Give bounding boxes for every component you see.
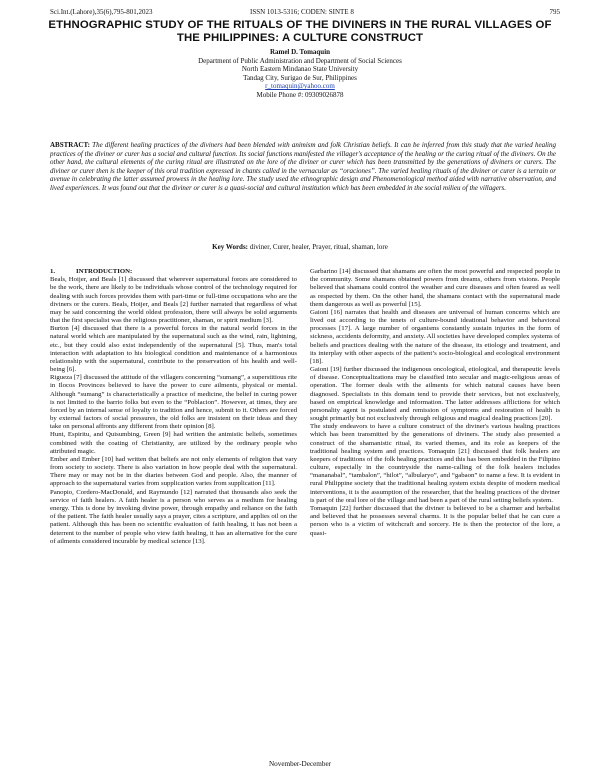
- paragraph: Gaioni [19] further discussed the indigenous oncological, etiological, and therapeutic levels of disease. Conceptualizations may be classified into secular and magic-religious areas of operation. The former deals with the ailments for which natural causes have been diagnosed. Specialists in this domain tend to provide their services, but not exclusively, based on empirical knowledge and information. The latter addresses afflictions for which personality agent is postulated and remission of symptoms and restoration of health is sought primarily but not exclusively through religious and magical dealing practices [20].: [310, 366, 560, 423]
- left-column: [50, 268, 297, 546]
- section-number: 1.: [50, 268, 56, 275]
- author-phone: Mobile Phone #: 09309026878: [256, 90, 344, 99]
- keywords-text: diviner, Curer, healer, Prayer, ritual, shaman, lore: [249, 243, 388, 251]
- abstract: [50, 141, 556, 193]
- paragraph: Panopio, Cordero-MacDonald, and Raymundo [12] narrated that thousands also seek the service of faith healers. A faith healer is a person who serves as a medium for healing energy. This is done by invoking divine power, through empathy and reliance on the faith of the patient. The faith healer usually says a prayer, cites a scripture, and applies oil on the patient. Although this has been no scientific evaluation of faith healing, it has not been a deterrent to the number of people who view faith healing, it has an alternative for the cure of ailments considered incurable by medical science [13].: [50, 488, 297, 545]
- abstract-label: ABSTRACT:: [50, 141, 90, 149]
- running-header-citation: Sci.Int.(Lahore),35(6),795-801,2023: [50, 8, 153, 16]
- keywords: [0, 243, 600, 252]
- author-block: [0, 48, 600, 100]
- paragraph: Garbarino [14] discussed that shamans are often the most powerful and respected people in the community. Some shamans obtained powers from dreams, others from visions. People believed that shamans could control the weather and cure diseases and often feared as well as respected by them. On the other hand, the shamans contact with the supernatural made them dangerous as well as powerful [15].: [310, 268, 560, 308]
- paragraph: Gaioni [16] narrates that health and diseases are universal of human concerns which are lived out according to the tenets of culture-bound ideational behavior and behavioral processes [17]. A large number of organisms constantly sustain injuries in the form of sickness, accidents deformity, and anxiety. All societies have developed complex systems of beliefs and practices dealing with the nature of the disease, its etiology and treatment, and its interplay with other aspects of the patient’s socio-biological and ecological environment [18].: [310, 308, 560, 365]
- author-city: Tandag City, Surigao de Sur, Philippines: [243, 73, 357, 82]
- author-name: Ramel D. Tomaquin: [269, 48, 331, 56]
- author-university: North Eastern Mindanao State University: [241, 65, 359, 74]
- paragraph: Rigueza [7] discussed the attitude of the villagers concerning “sumang”, a superstitious rite in Ilocos Provinces believed to have the power to cure ailments, physical or mental. Although “sumang” is characteristically a practice of medicine, the belief in curing power is not limited to the barrio folks but even to the “Poblacion”. However, at times, they are forced by an internal sense of loyalty to tradition and hence, submit to it. Others are forced by external factors of social pressures, the old folks are insistent on their ideas and they take on personal affronts any different from their opinion [8].: [50, 374, 297, 431]
- section-title: INTRODUCTION:: [76, 268, 133, 275]
- page-number: 795: [549, 8, 560, 16]
- section-heading: [50, 268, 297, 276]
- keywords-label: Key Words:: [212, 243, 249, 251]
- paper-title: ETHNOGRAPHIC STUDY OF THE RITUALS OF THE DIVINERS IN THE RURAL VILLAGES OF THE PHILIPPINES: A CULTURE CONSTRUCT: [48, 19, 552, 44]
- running-header-issn: ISSN 1013-5316; CODEN: SINTE 8: [250, 8, 354, 16]
- paragraph: Burton [4] discussed that there is a powerful forces in the natural world forces in the natural world which are manipulated by the supernatural such as the wind, rain, lightning, etc., but they could also exist independently of the supernatural [5]. Thus, man's total interaction with adaptation to his biological condition and maintenance of a harmonious relationship with the supernatural, contribute to the preservation of his health and well-being [6].: [50, 325, 297, 374]
- paragraph: The study endeavors to have a culture construct of the diviner's various healing practices which has been transmitted by the generations of diviners. The study also presented a construct of the shamanistic ritual, its varied themes, and its role as keepers of the traditional healing system and practices. Tomaquin [21] discussed that folk healers are keepers of traditions of the folk healing practices and this has been embedded in the Filipino culture, especially in the countryside the name-calling of the folk healers includes “mananabal”, “tambalon”, “hilot”, “albularyo”, and “gabaon” to name a few. It is evident in rural Philippine society that the traditional healing system exists despite of modern medical interventions, it is the assumption of the researcher, that the healing practices of the diviner is part of the oral lore of the village and had been a part of the rural setting beliefs system.: [310, 423, 560, 504]
- paragraph: Tomaquin [22] further discussed that the diviner is believed to be a charmer and herbalist and believed that he possesses several charms. It is the popular belief that he can cure a person who is a victim of witchcraft and sorcery. He is then the protector of the lore, a quasi-: [310, 504, 560, 537]
- right-column: [310, 268, 560, 538]
- paragraph: Hunt, Espiritu, and Quisumbing, Green [9] had written the animistic beliefs, sometimes combined with the coating of Christianity, are utilized by the ordinary people who attributed magic.: [50, 431, 297, 455]
- paragraph: Ember and Ember [10] had written that beliefs are not only elements of religion that vary from society to society. There is also variation in how people deal with the supernatural. There may or may not be in the diaries between God and people. Also, the manner of approach to the supernatural varies from supplication varies from supplication [11].: [50, 455, 297, 488]
- abstract-text: The different healing practices of the diviners had been blended with animism and folk Christian beliefs. It can be inferred from this study that the varied healing practices of the diviner or curer has a social and cultural function. Its social functions manifested the villager's acceptance of the healing or the curing ritual of the diviners. On the other hand, the cultural elements of the curing ritual are illustrated on the lore of the diviner or curer which has been transmitted by the generations of diviners or curers. The diviner or curer then is the keeper of this oral tradition expressed in chants called in the vernacular as “oraciones”. The varied healing rituals of the diviner or curer is a terrain or avenue in celebrating the latter assumed prowess in the healing lore. The study used the ethnographic design and Phenomenological method aided with narrative observation, and lived experiences. It was found out that the diviner or curer is a quasi-social and cultural institution which has been embedded in the social milieu of the villagers.: [50, 141, 556, 192]
- page-footer: November-December: [268, 760, 332, 768]
- paragraph: Beals, Hoijer, and Beals [1] discussed that wherever supernatural forces are considered to be the work, there are likely to be individuals whose control of the technology required for dealing with such forces provides them with part-time or full-time occupations who are the diviners or the curers. Beals, Hoijer, and Beals [2] further narrated that regardless of what may be said concerning the world oldest profession, there will always be solid arguments that the first specialist was the religious practitioner, shaman, or spirit medium [3].: [50, 276, 297, 325]
- author-email-link[interactable]: r_tomaquin@yahoo.com: [265, 82, 335, 91]
- author-department: Department of Public Administration and Department of Social Sciences: [198, 56, 402, 65]
